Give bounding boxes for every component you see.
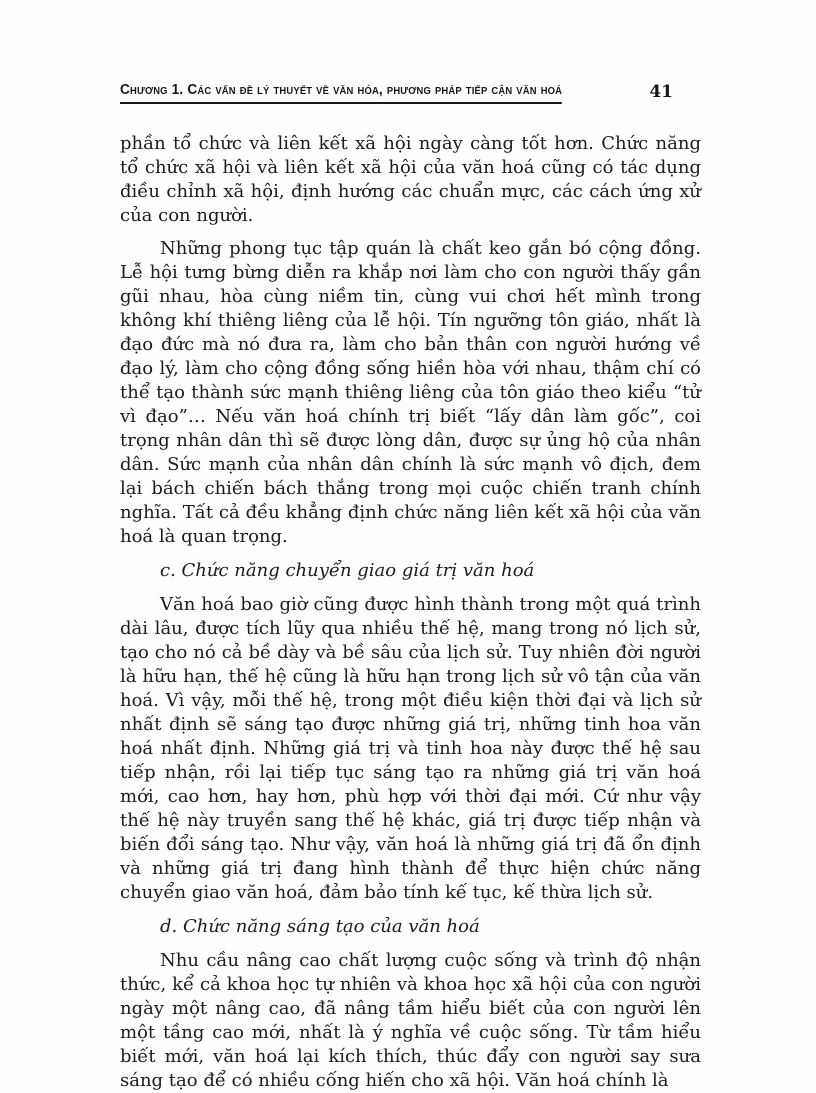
running-header [120,82,701,104]
section-heading: c. Chức năng chuyển giao giá trị văn hoá [160,560,535,581]
page-number: 41 [649,82,673,102]
paragraph: Văn hoá bao giờ cũng được hình thành trong một quá trình dài lâu, được tích lũy qua nhiều thế hệ, mang trong nó lịch sử, tạo cho nó cả bề dày và bề sâu của lịch sử. Tuy nhiên đời người là hữu hạn, thế hệ cũng là hữu hạn trong lịch sử vô tận của văn hoá. Vì vậy, mỗi thế hệ, trong một điều kiện thời đại và lịch sử nhất định sẽ sáng tạo được những giá trị, những tinh hoa văn hoá nhất định. Những giá trị và tinh hoa này được thế hệ sau tiếp nhận, rồi lại tiếp tục sáng tạo ra những giá trị văn hoá mới, cao hơn, hay hơn, phù hợp với thời đại mới. Cứ như vậy thế hệ này truyền sang thế hệ khác, giá trị được tiếp nhận và biến đổi sáng tạo. Như vậy, văn hoá là những giá trị đã ổn định và những giá trị đang hình thành để thực hiện chức năng chuyển giao văn hoá, đảm bảo tính kế tục, kế thừa lịch sử. [120,594,701,903]
paragraph: Nhu cầu nâng cao chất lượng cuộc sống và trình độ nhận thức, kể cả khoa học tự nhiên và khoa học xã hội của con người ngày một nâng cao, đã nâng tầm hiểu biết của con người lên một tầng cao mới, nhất là ý nghĩa về cuộc sống. Từ tầm hiểu biết mới, văn hoá lại kích thích, thúc đẩy con người say sưa sáng tạo để có nhiều cống hiến cho xã hội. Văn hoá chính là [120,950,701,1091]
page-body [120,132,701,1093]
chapter-title: Chương 1. Các vấn đề lý thuyết về văn hóa, phương pháp tiếp cận văn hoá [120,82,562,104]
paragraph: phần tổ chức và liên kết xã hội ngày càng tốt hơn. Chức năng tổ chức xã hội và liên kết xã hội của văn hoá cũng có tác dụng điều chỉnh xã hội, định hướng các chuẩn mực, các cách ứng xử của con người. [120,133,701,226]
section-heading: d. Chức năng sáng tạo của văn hoá [160,916,480,937]
paragraph: Những phong tục tập quán là chất keo gắn bó cộng đồng. Lễ hội tưng bừng diễn ra khắp nơi làm cho con người thấy gần gũi nhau, hòa cùng niềm tin, cùng vui chơi hết mình trong không khí thiêng liêng của lễ hội. Tín ngưỡng tôn giáo, nhất là đạo đức mà nó đưa ra, làm cho bản thân con người hướng về đạo lý, làm cho cộng đồng sống hiền hòa với nhau, thậm chí có thể tạo thành sức mạnh thiêng liêng của tôn giáo theo kiểu “tử vì đạo”… Nếu văn hoá chính trị biết “lấy dân làm gốc”, coi trọng nhân dân thì sẽ được lòng dân, được sự ủng hộ của nhân dân. Sức mạnh của nhân dân chính là sức mạnh vô địch, đem lại bách chiến bách thắng trong mọi cuộc chiến tranh chính nghĩa. Tất cả đều khẳng định chức năng liên kết xã hội của văn hoá là quan trọng. [120,238,701,547]
